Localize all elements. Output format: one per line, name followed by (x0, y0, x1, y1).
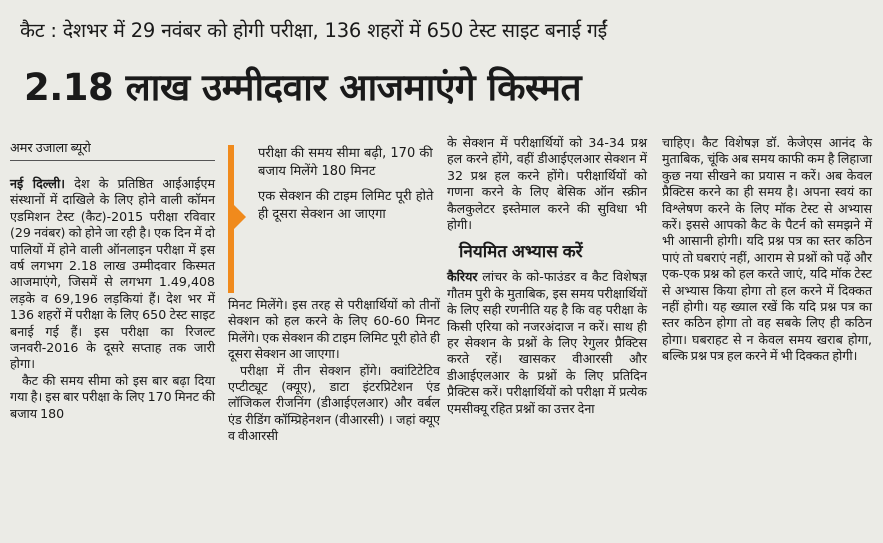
callout-text-2: एक सेक्शन की टाइम लिमिट पूरी होते ही दूसरा सेक्शन आ जाएगा (258, 189, 434, 222)
lead-word: कैरियर (447, 269, 478, 285)
column2-paragraph-1: मिनट मिलेंगे। इस तरह से परीक्षार्थियों को तीनों सेक्शन को हल करने के लिए 60-60 मिनट मिलेंगे। एक सेक्शन की टाइम लिमिट पूरी होते ही दूसरा सेक्शन आ जाएगा। (228, 297, 440, 362)
dateline: नई दिल्ली। (10, 176, 66, 191)
column1-paragraph-1-text: देश के प्रतिष्ठित आईआईएम संस्थानों में दाखिले के लिए होने वाली कॉमन एडमिशन टेस्ट (कैट)-2015 परीक्षा रविवार (29 नवंबर) को होने जा रही है। एक दिन में दो पालियों में होने वाली ऑनलाइन परीक्षा में इस वर्ष लगभग 2.18 लाख उम्मीदवार किस्मत आजमाएंगे, जिसमें से लगभग 1.49,408 लड़के व 69,196 लड़कियां हैं। देश भर में 136 शहरों में परीक्षा के लिए 650 टेस्ट साइट बनाई गई हैं। इस परीक्षा का रिजल्ट जनवरी-2016 के दूसरे सप्ताह तक जारी होगा। (10, 176, 215, 372)
column4-paragraph-1: चाहिए। कैट विशेषज्ञ डॉ. केजेएस आनंद के मुताबिक, चूंकि अब समय काफी कम है लिहाजा कुछ नया सीखने का प्रयास न करें। अब केवल प्रैक्टिस करने का ही समय है। अपना स्वयं का विश्लेषण करने के लिए मॉक टेस्ट से अभ्यास करें। इससे आपको कैट के पैटर्न को समझने में भी आसानी होगी। यदि प्रश्न पत्र का स्तर कठिन पाएं तो घबराएं नहीं, आराम से प्रश्नों को पढ़ें और एक-एक प्रश्न को हल करते जाएं, यदि मॉक टेस्ट से अभ्यास किया होगा तो हल करने में दिक्कत नहीं होगी। यह ख्याल रखें कि यदि प्रश्न पत्र का स्तर कठिन होगा तो वह सबके लिए ही कठिन होगा। घबराहट से न केवल समय खराब होगा, बल्कि प्रश्न पत्र हल करने में भी दिक्कत होगी। (662, 135, 872, 364)
article-column-3 (447, 135, 647, 417)
article-column-2 (228, 145, 440, 445)
article-column-1 (10, 140, 215, 422)
byline: अमर उजाला ब्यूरो (10, 140, 215, 161)
callout-arrow-icon (234, 205, 246, 229)
column1-paragraph-2: कैट की समय सीमा को इस बार बढ़ा दिया गया है। इस बार परीक्षा के लिए 170 मिनट की बजाय 180 (10, 372, 215, 421)
highlight-callout (228, 145, 440, 295)
column2-paragraph-2: परीक्षा में तीन सेक्शन होंगे। क्वांटिटेटिव एप्टीट्यूट (क्यूए), डाटा इंटरप्रिटेशन एंड लॉजिकल रीजनिंग (डीआईएलआर) और वर्बल एंड रीडिंग कॉम्प्रिहेनशन (वीआरसी) । जहां क्यूए व वीआरसी (228, 362, 440, 444)
callout-text-1: परीक्षा की समय सीमा बढ़ी, 170 की बजाय मिलेंगे 180 मिनट (258, 146, 433, 179)
article-column-4 (662, 135, 872, 365)
column1-paragraph-1 (10, 176, 215, 373)
column3-paragraph-2-text: लांचर के को-फाउंडर व कैट विशेषज्ञ गौतम पुरी के मुताबिक, इस समय परीक्षार्थियों के लिए सही रणनीति यह है कि वह परीक्षा के किसी एरिया को नजरअंदाज न करें। साथ ही हर सेक्शन के प्रश्नों के लिए रेगुलर प्रैक्टिस करते रहें। खासकर वीआरसी और डीआईएलआर के प्रश्नों के लिए प्रतिदिन प्रैक्टिस करें। परीक्षार्थियों को परीक्षा में प्रत्येक एमसीक्यू रहित प्रश्नों का उत्तर देना (447, 269, 647, 416)
headline: 2.18 लाख उम्मीदवार आजमाएंगे किस्मत (24, 66, 582, 109)
column3-paragraph-2 (447, 269, 647, 417)
kicker-line: कैट : देशभर में 29 नवंबर को होगी परीक्षा, 136 शहरों में 650 टेस्ट साइट बनाई गईं (20, 19, 608, 42)
subheading: नियमित अभ्यास करें (459, 242, 583, 263)
column3-paragraph-1: के सेक्शन में परीक्षार्थियों को 34-34 प्रश्न हल करने होंगे, वहीं डीआईएलआर सेक्शन में 32 प्रश्न हल करने होंगे। परीक्षार्थियों को गणना करने के लिए बेसिक ऑन स्क्रीन कैलकुलेटर इस्तेमाल करने की सुविधा भी होगी। (447, 135, 647, 233)
